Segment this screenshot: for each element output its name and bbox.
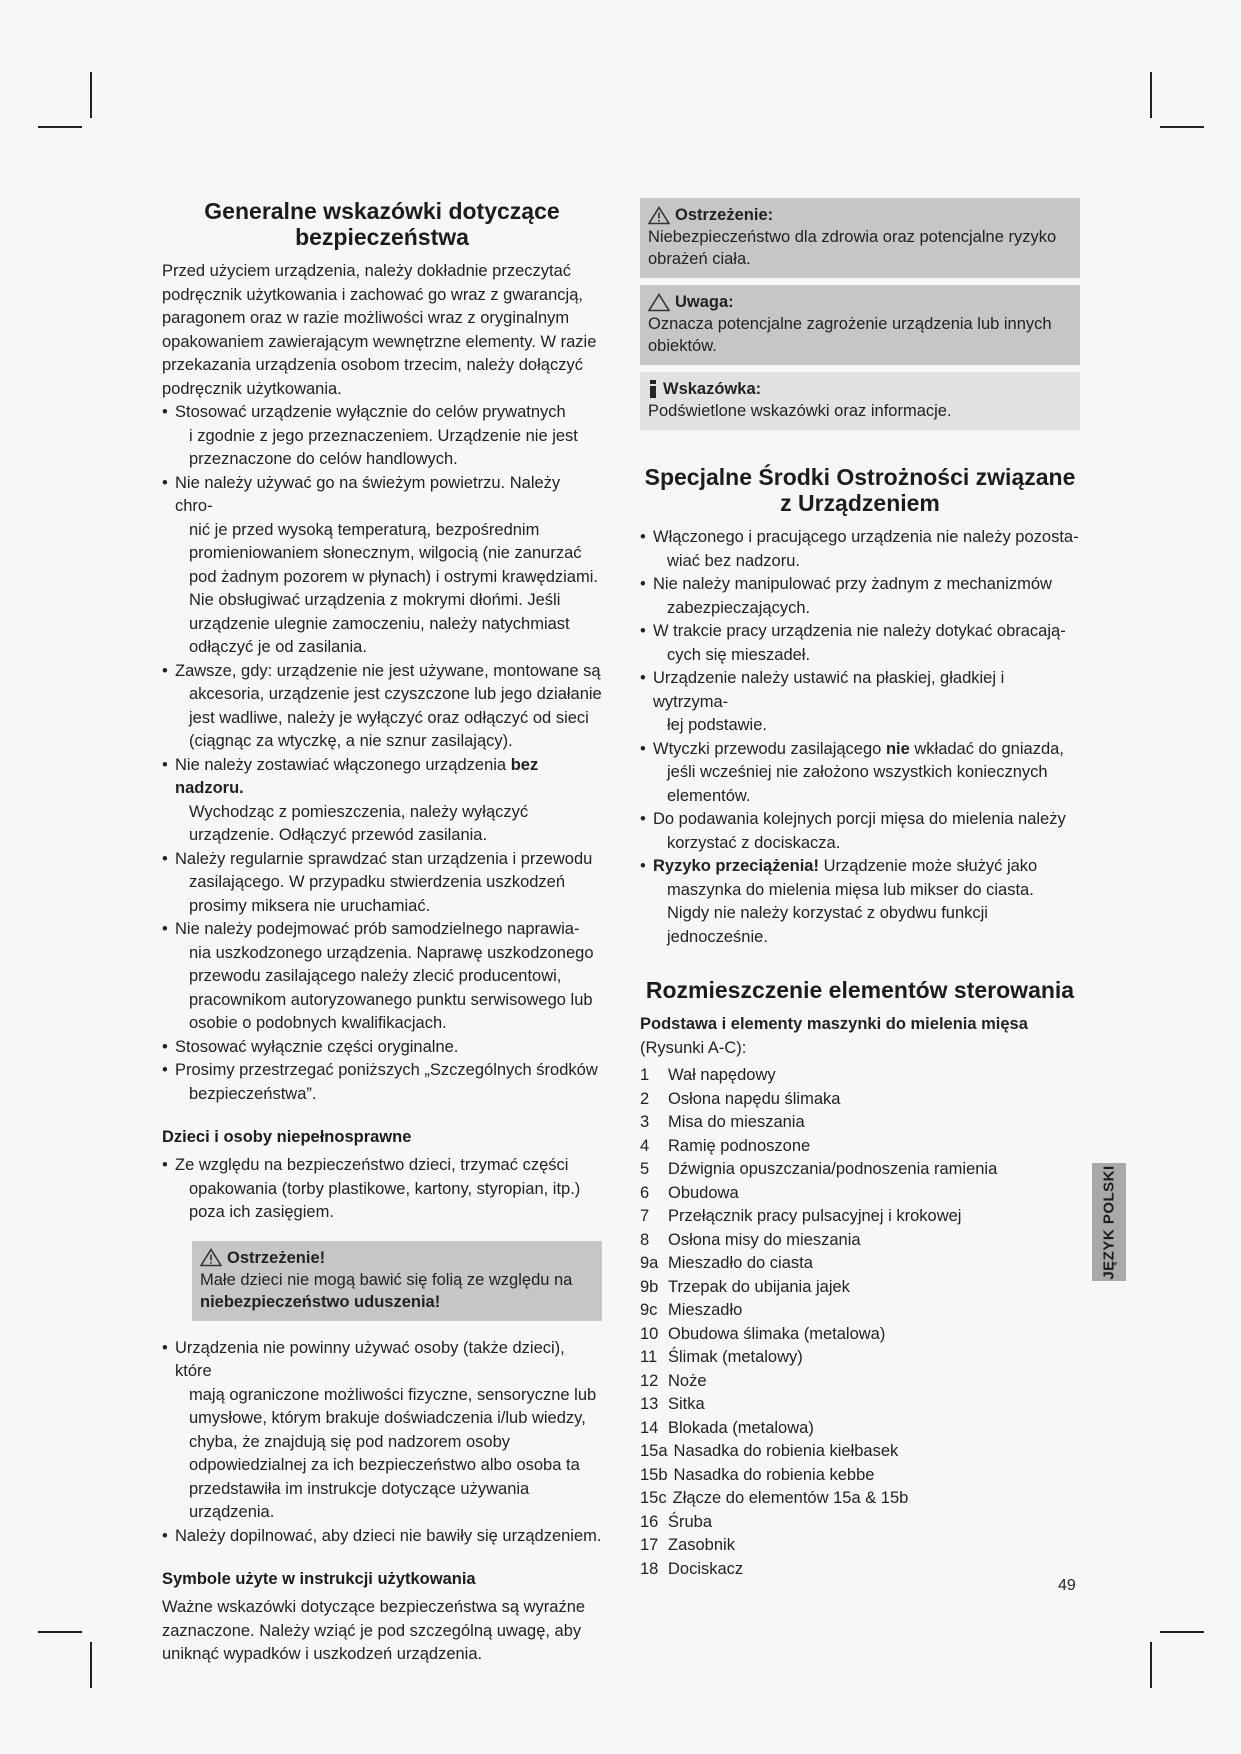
warning-triangle-icon bbox=[200, 1248, 222, 1267]
list-item: • Stosować wyłącznie części oryginalne. bbox=[162, 1036, 602, 1060]
list-item: 18 Dociskacz bbox=[640, 1559, 744, 1578]
right-column bbox=[640, 198, 1080, 1581]
child-warning-text: Małe dzieci nie mogą bawić się folią ze względu na niebezpieczeństwo uduszenia! bbox=[200, 1270, 573, 1311]
list-item: 7 Przełącznik pracy pulsacyjnej i krokowej bbox=[640, 1207, 962, 1225]
warning-note-text: Niebezpieczeństwo dla zdrowia oraz potencjalne ryzyko obrażeń ciała. bbox=[648, 228, 1057, 268]
list-item: 15b Nasadka do robienia kebbe bbox=[640, 1465, 875, 1484]
list-item: 16 Śruba bbox=[640, 1512, 713, 1531]
special-list bbox=[640, 526, 1080, 949]
list-item: 11 Ślimak (metalowy) bbox=[640, 1348, 803, 1366]
list-item: 13 Sitka bbox=[640, 1395, 705, 1413]
info-icon bbox=[648, 379, 658, 399]
list-item: 9b Trzepak do ubijania jajek bbox=[640, 1277, 850, 1296]
special-title: Specjalne Środki Ostrożności związane z Urządzeniem bbox=[644, 464, 1076, 516]
child-warning-box bbox=[192, 1241, 602, 1321]
list-item: • Nie należy zostawiać włączonego urządzenia bez nadzoru. Wychodząc z pomieszczenia, należy wyłączyć urządzenie. Odłączyć przewód zasilania. bbox=[162, 754, 602, 848]
warning-note-title: Ostrzeżenie: bbox=[675, 206, 774, 224]
list-item: • Nie należy używać go na świeżym powietrzu. Należy chro- nić je przed wysoką temperaturą, bezpośrednim promieniowaniem słonecznym, wilgocią (nie zanurzać pod żadnym pozorem w płynach) i ostrymi krawędziami. Nie obsługiwać urządzenia z mokrymi dłońmi. Jeśli urządzenie ulegnie zamoczeniu, należy natychmiast odłączyć je od zasilania. bbox=[162, 472, 602, 660]
list-item: • Do podawania kolejnych porcji mięsa do mielenia należy korzystać z dociskacza. bbox=[640, 808, 1080, 855]
children-heading: Dzieci i osoby niepełnosprawne bbox=[162, 1128, 412, 1146]
list-item: 10 Obudowa ślimaka (metalowa) bbox=[640, 1324, 886, 1343]
list-item: 9a Mieszadło do ciasta bbox=[640, 1254, 813, 1272]
language-tab: JĘZYK POLSKI bbox=[1092, 1163, 1126, 1281]
children-list-2 bbox=[162, 1337, 602, 1549]
crop-mark bbox=[38, 126, 82, 128]
list-item: • Należy regularnie sprawdzać stan urządzenia i przewodu zasilającego. W przypadku stwierdzenia uszkodzeń prosimy miksera nie uruchamiać. bbox=[162, 848, 602, 919]
list-item: • Ze względu na bezpieczeństwo dzieci, trzymać części opakowania (torby plastikowe, kartony, styropian, itp.) poza ich zasięgiem. bbox=[162, 1154, 602, 1225]
hint-note-text: Podświetlone wskazówki oraz informacje. bbox=[648, 402, 952, 420]
controls-intro: Podstawa i elementy maszynki do mielenia mięsa (Rysunki A-C): bbox=[640, 1015, 1028, 1057]
list-item: 12 Noże bbox=[640, 1371, 707, 1390]
list-item: • Wtyczki przewodu zasilającego nie wkładać do gniazda, jeśli wcześniej nie założono wszystkich koniecznych elementów. bbox=[640, 738, 1080, 809]
list-item: • Ryzyko przeciążenia! Urządzenie może służyć jako maszynka do mielenia mięsa lub mikser do ciasta. Nigdy nie należy korzystać z obydwu funkcji jednocześnie. bbox=[640, 855, 1080, 949]
symbols-text: Ważne wskazówki dotyczące bezpieczeństwa są wyraźne zaznaczone. Należy wziąć je pod szczególną uwagę, aby uniknąć wypadków i uszkodzeń urządzenia. bbox=[162, 1598, 586, 1663]
list-item: • Zawsze, gdy: urządzenie nie jest używane, montowane są akcesoria, urządzenie jest czyszczone lub jego działanie jest wadliwe, należy je wyłączyć oraz odłączyć od sieci (ciągnąc za wtyczkę, a nie sznur zasilający). bbox=[162, 660, 602, 754]
child-warning-title: Ostrzeżenie! bbox=[227, 1248, 326, 1267]
warning-note bbox=[640, 198, 1080, 278]
symbols-heading: Symbole użyte w instrukcji użytkowania bbox=[162, 1570, 476, 1588]
caution-triangle-icon bbox=[648, 293, 670, 312]
crop-mark bbox=[90, 72, 92, 118]
list-item: 9c Mieszadło bbox=[640, 1301, 743, 1319]
list-item: • Stosować urządzenie wyłącznie do celów prywatnych i zgodnie z jego przeznaczeniem. Urządzenie nie jest przeznaczone do celów handlowych. bbox=[162, 401, 602, 472]
list-item: 4 Ramię podnoszone bbox=[640, 1136, 811, 1155]
crop-mark bbox=[1150, 72, 1152, 118]
safety-title: Generalne wskazówki dotyczące bezpieczeństwa bbox=[204, 198, 560, 250]
caution-note-title: Uwaga: bbox=[675, 293, 734, 311]
list-item: • Należy dopilnować, aby dzieci nie bawiły się urządzeniem. bbox=[162, 1525, 602, 1549]
warning-triangle-icon bbox=[648, 206, 670, 225]
hint-note bbox=[640, 372, 1080, 430]
list-item: • W trakcie pracy urządzenia nie należy dotykać obracają- cych się mieszadeł. bbox=[640, 620, 1080, 667]
crop-mark bbox=[1150, 1642, 1152, 1688]
safety-list bbox=[162, 401, 602, 1106]
controls-title: Rozmieszczenie elementów sterowania bbox=[645, 977, 1075, 1003]
list-item: • Nie należy podejmować prób samodzielnego naprawia- nia uszkodzonego urządzenia. Naprawę uszkodzonego przewodu zasilającego należy zlecić producentowi, pracownikom autoryzowanego punktu serwisowego lub osobie o podobnych kwalifikacjach. bbox=[162, 918, 602, 1036]
list-item: 15c Złącze do elementów 15a & 15b bbox=[640, 1489, 909, 1507]
list-item: 6 Obudowa bbox=[640, 1183, 739, 1202]
list-item: • Prosimy przestrzegać poniższych „Szczególnych środków bezpieczeństwa”. bbox=[162, 1059, 602, 1106]
page-number: 49 bbox=[1058, 1577, 1076, 1594]
crop-mark bbox=[1160, 1631, 1204, 1633]
children-list bbox=[162, 1154, 602, 1225]
list-item: 17 Zasobnik bbox=[640, 1536, 735, 1554]
parts-list bbox=[640, 1064, 1080, 1581]
list-item: 8 Osłona misy do mieszania bbox=[640, 1230, 861, 1249]
list-item: 14 Blokada (metalowa) bbox=[640, 1418, 814, 1437]
caution-note bbox=[640, 285, 1080, 365]
caution-note-text: Oznacza potencjalne zagrożenie urządzenia lub innych obiektów. bbox=[648, 315, 1052, 355]
list-item: • Urządzenie należy ustawić na płaskiej, gładkiej i wytrzyma- łej podstawie. bbox=[640, 667, 1080, 738]
list-item: • Urządzenia nie powinny używać osoby (także dzieci), które mają ograniczone możliwości fizyczne, sensoryczne lub umysłowe, którym brakuje doświadczenia i/lub wiedzy, chyba, że znajdują się pod nadzorem osoby odpowiedzialnej za ich bezpieczeństwo albo osoba ta przedstawiła im instrukcje dotyczące używania urządzenia. bbox=[162, 1337, 602, 1525]
list-item: 15a Nasadka do robienia kiełbasek bbox=[640, 1442, 899, 1460]
list-item: 5 Dźwignia opuszczania/podnoszenia ramienia bbox=[640, 1160, 998, 1178]
crop-mark bbox=[1160, 126, 1204, 128]
crop-mark bbox=[90, 1642, 92, 1688]
safety-intro: Przed użyciem urządzenia, należy dokładnie przeczytać podręcznik użytkowania i zachować go wraz z gwarancją, paragonem oraz w razie możliwości wraz z oryginalnym opakowaniem zawierającym wewnętrzne elementy. W razie przekazania urządzenia osobom trzecim, należy dołączyć podręcznik użytkowania. bbox=[162, 262, 597, 398]
list-item: 1 Wał napędowy bbox=[640, 1066, 776, 1084]
list-item: • Nie należy manipulować przy żadnym z mechanizmów zabezpieczających. bbox=[640, 573, 1080, 620]
crop-mark bbox=[38, 1631, 82, 1633]
list-item: 2 Osłona napędu ślimaka bbox=[640, 1089, 841, 1108]
left-column bbox=[162, 198, 602, 1667]
list-item: 3 Misa do mieszania bbox=[640, 1113, 805, 1131]
hint-note-title: Wskazówka: bbox=[663, 380, 762, 398]
list-item: • Włączonego i pracującego urządzenia nie należy pozosta- wiać bez nadzoru. bbox=[640, 526, 1080, 573]
